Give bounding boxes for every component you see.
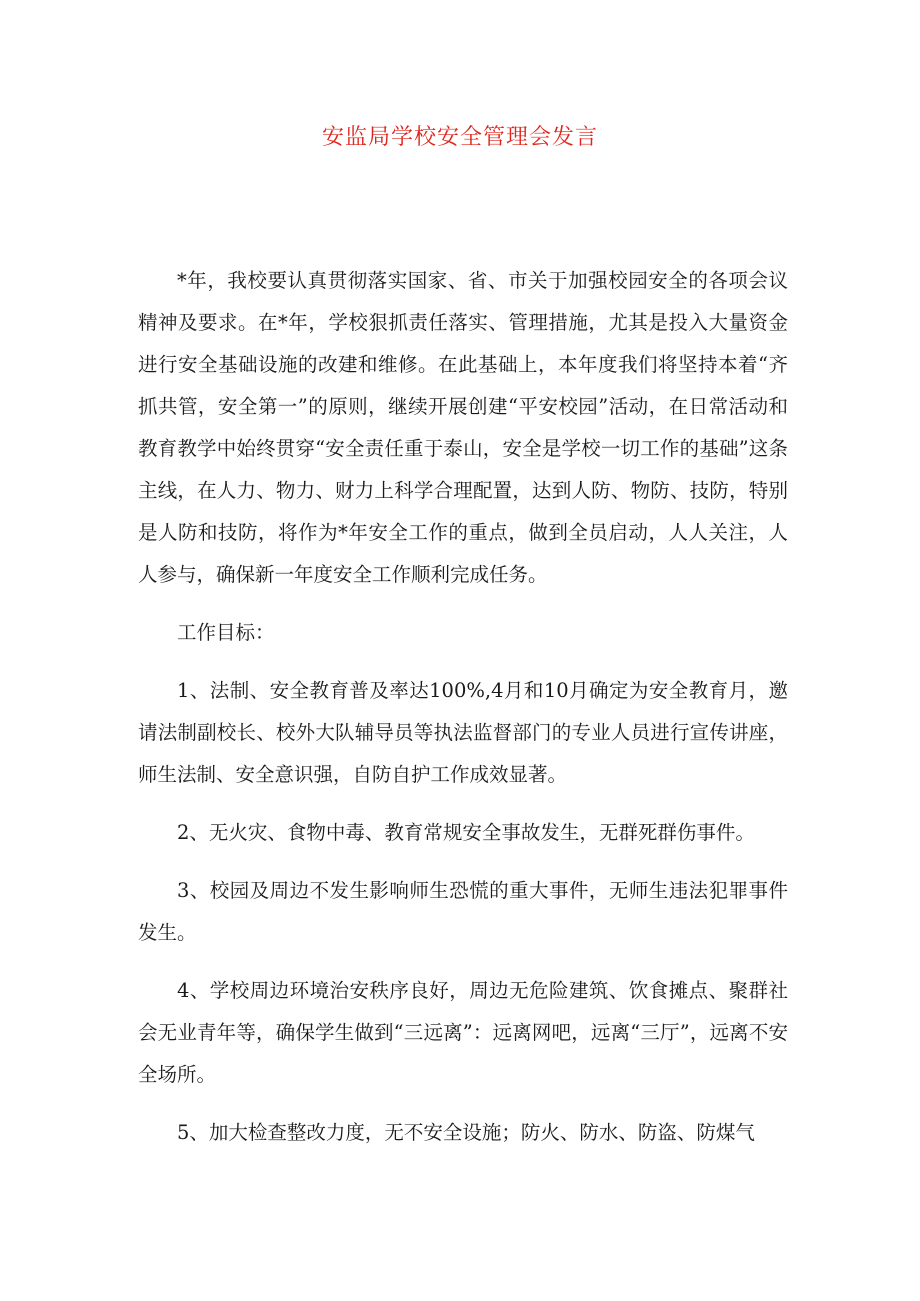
paragraph-goal-1: 1、法制、安全教育普及率达100%,4月和10月确定为安全教育月，邀请法制副校长、校外大队辅导员等执法监督部门的专业人员进行宣传讲座，师生法制、安全意识强，自防自护工作成效显著。 (138, 679, 788, 786)
document-body (138, 260, 788, 1170)
document-title: 安监局学校安全管理会发言 (321, 125, 598, 150)
paragraph-goal-4: 4、学校周边环境治安秩序良好，周边无危险建筑、饮食摊点、聚群社会无业青年等，确保学生做到“三远离”：远离网吧，远离“三厅”，远离不安全场所。 (138, 979, 788, 1086)
paragraph-intro: *年，我校要认真贯彻落实国家、省、市关于加强校园安全的各项会议精神及要求。在*年，学校狠抓责任落实、管理措施，尤其是投入大量资金进行安全基础设施的改建和维修。在此基础上，本年度我们将坚持本着“齐抓共管，安全第一”的原则，继续开展创建“平安校园”活动，在日常活动和教育教学中始终贯穿“安全责任重于泰山，安全是学校一切工作的基础”这条主线，在人力、物力、财力上科学合理配置，达到人防、物防、技防，特别是人防和技防，将作为*年安全工作的重点，做到全员启动，人人关注，人人参与，确保新一年度安全工作顺利完成任务。 (138, 269, 788, 586)
paragraph-goal-3: 3、校园及周边不发生影响师生恐慌的重大事件，无师生违法犯罪事件发生。 (138, 879, 788, 944)
paragraph-goal-5: 5、加大检查整改力度，无不安全设施；防火、防水、防盗、防煤气 (177, 1121, 755, 1144)
paragraph-goals-heading: 工作目标： (177, 621, 275, 644)
paragraph-goal-2: 2、无火灾、食物中毒、教育常规安全事故发生，无群死群伤事件。 (177, 821, 755, 844)
